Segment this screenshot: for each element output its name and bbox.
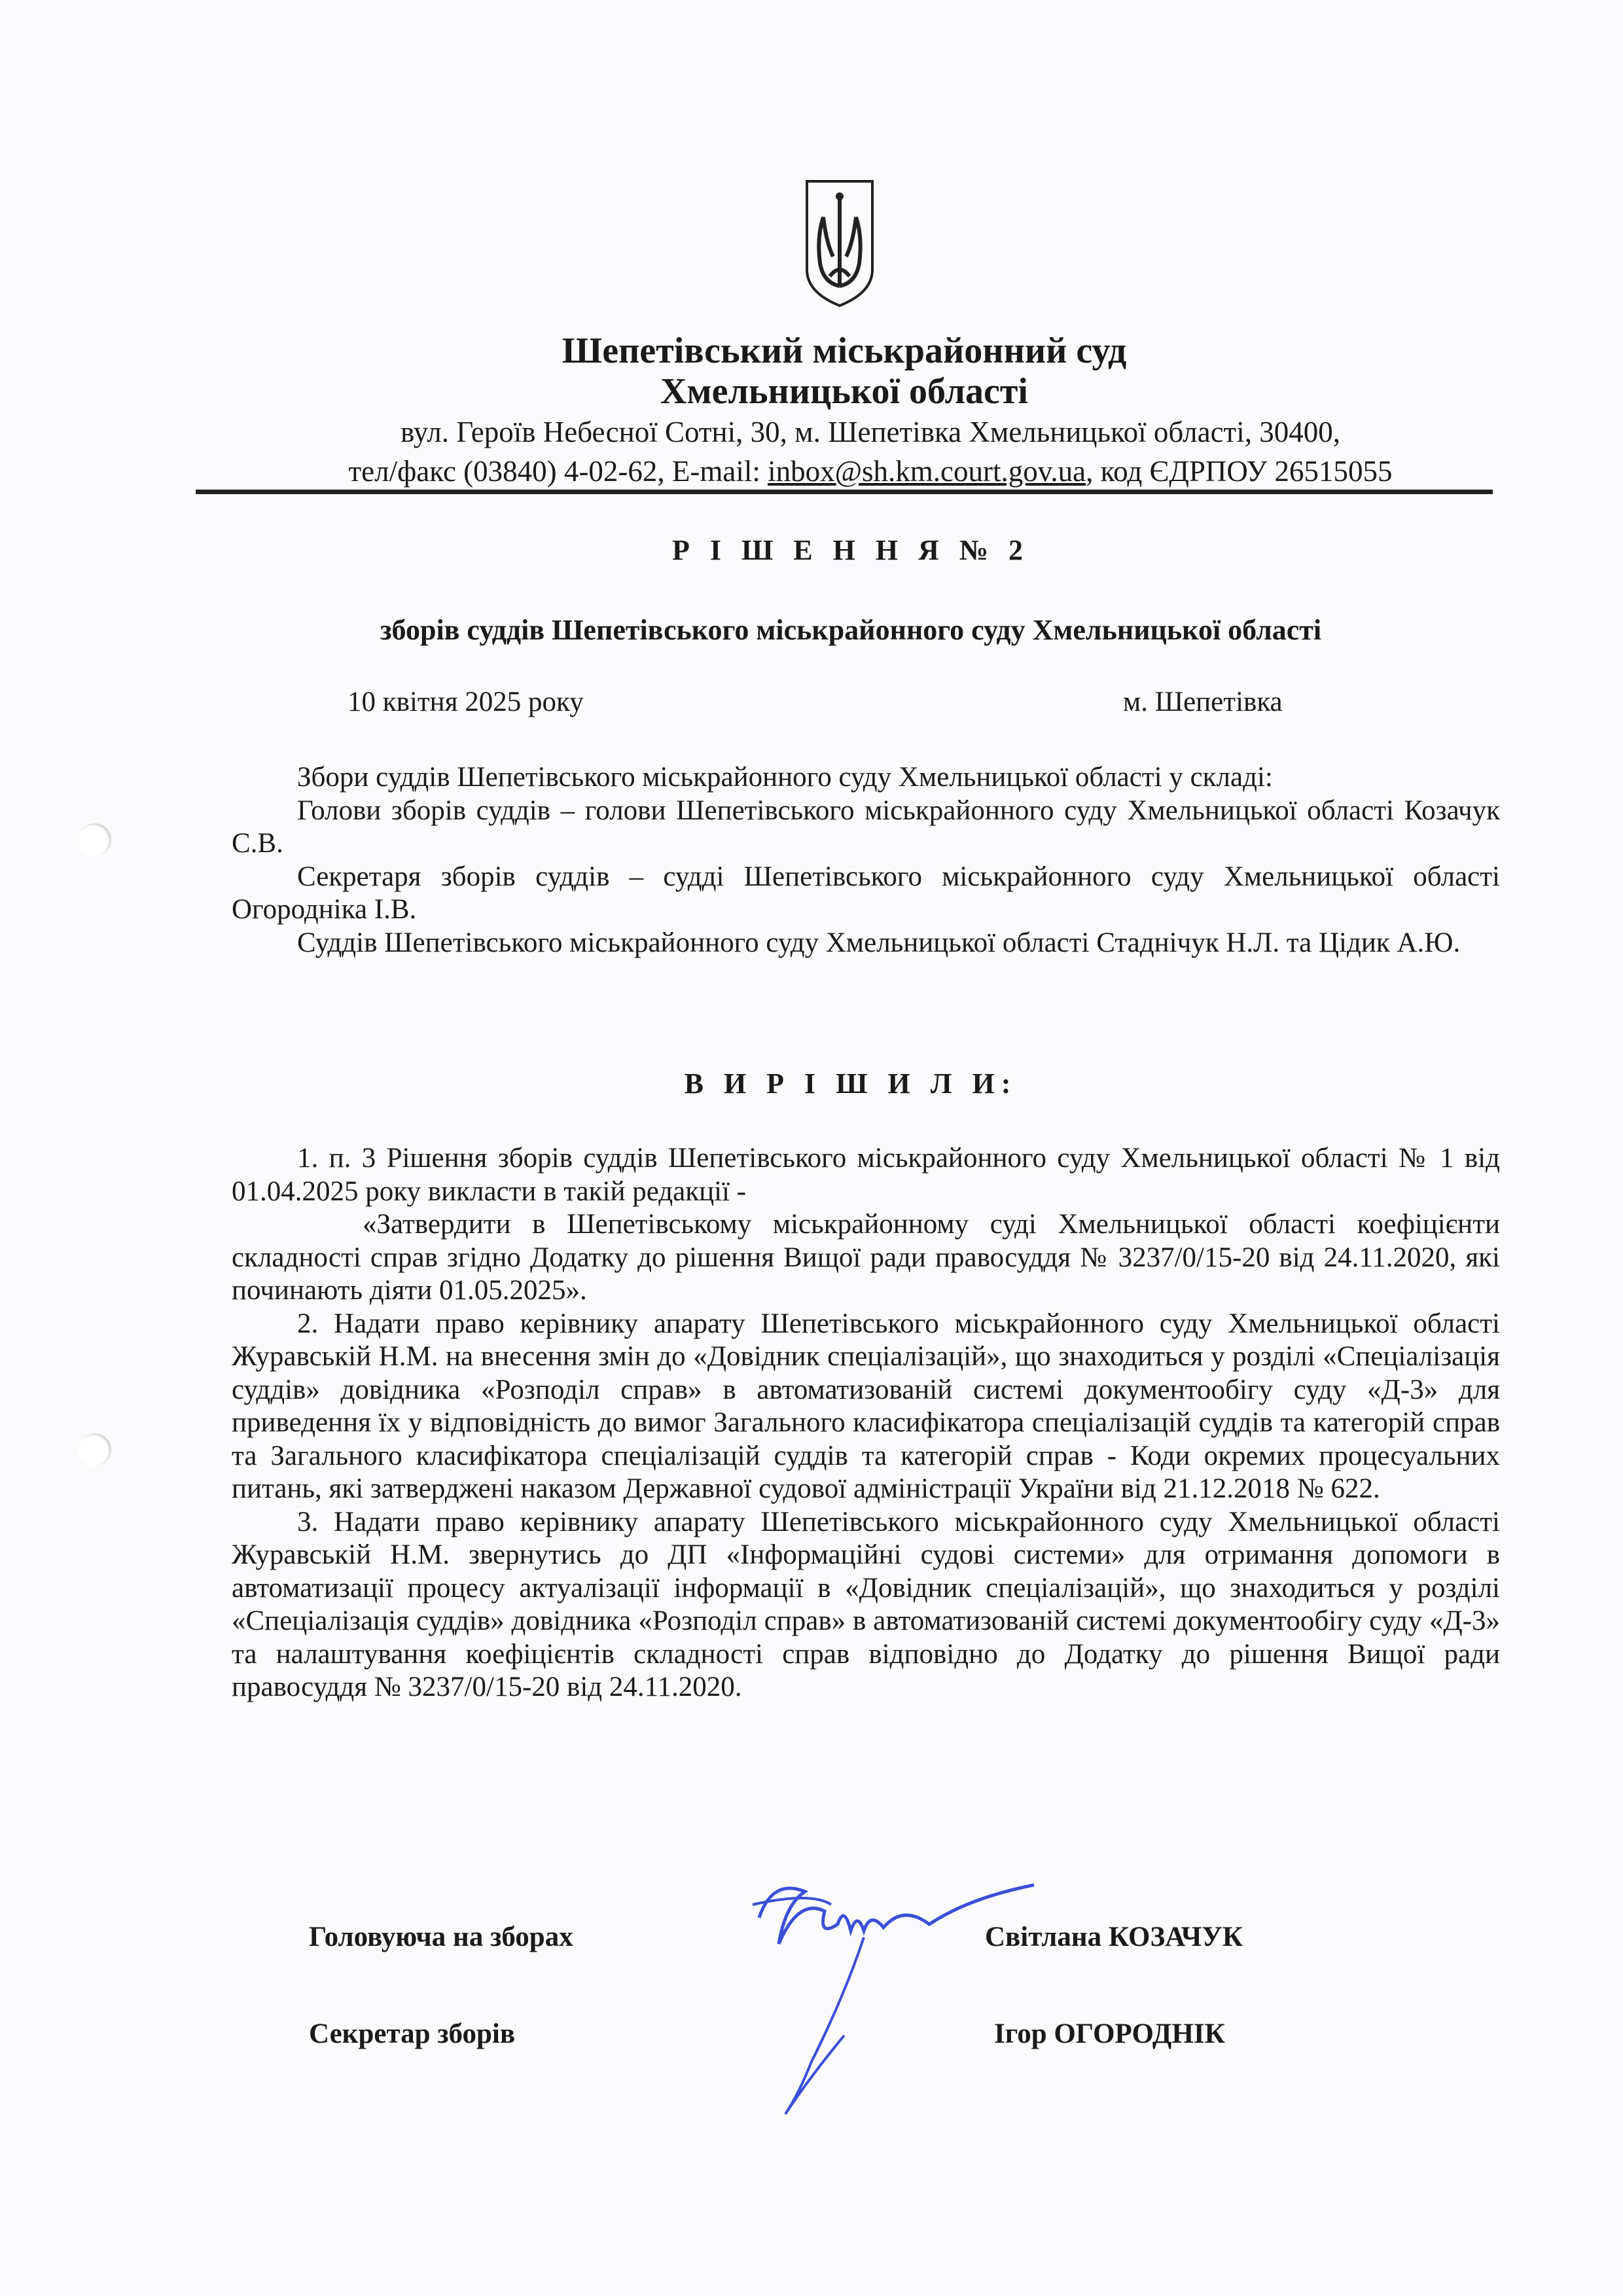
composition-judges: Суддів Шепетівського міськрайонного суду Хмельницької області Стаднічук Н.Л. та Цідик А.Ю. xyxy=(297,927,1461,958)
decision-item-2: 2. Надати право керівнику апарату Шепетівського міськрайонного суду Хмельницької області Журавській Н.М. на внесення змін до «Довідник спеціалізацій», що знаходиться у розділі «Спеціалізація суддів» довідника «Розподіл справ» в автоматизованій системі документообігу суду «Д-3» для приведення їх у відповідність до вимог Загального класифікатора спеціалізацій суддів та категорій справ та Загального класифікатора спеціалізацій суддів та категорій справ - Коди окремих процесуальних питань, які затверджені наказом Державної судової адміністрації України від 21.12.2018 № 622. xyxy=(232,1308,1500,1504)
contacts-prefix: тел/факс (03840) 4-02-62, E-mail: xyxy=(348,455,768,488)
signature-role-chair: Головуюча на зборах xyxy=(309,1922,573,1952)
court-name-line2: Хмельницької області xyxy=(660,371,1028,412)
decision-item-3: 3. Надати право керівнику апарату Шепетівського міськрайонного суду Хмельницької області Журавській Н.М. звернутись до ДП «Інформаційні судові системи» для отримання допомоги в автоматизації процесу актуалізації інформації в «Довідник спеціалізацій», що знаходиться у розділі «Спеціалізація суддів» довідника «Розподіл справ» в автоматизованій системі документообігу суду «Д-3» та налаштування коефіцієнтів складності справ відповідно до Додатку до рішення Вищої ради правосуддя № 3237/0/15-20 від 24.11.2020. xyxy=(232,1506,1500,1702)
court-name-line1: Шепетівський міськрайонний суд xyxy=(562,331,1127,371)
signature-name-secretary: Ігор ОГОРОДНІК xyxy=(994,2018,1225,2049)
punch-hole xyxy=(79,823,111,856)
email-link[interactable]: inbox@sh.km.court.gov.ua xyxy=(768,455,1086,488)
court-address xyxy=(223,412,1518,491)
contacts-line xyxy=(223,452,1518,491)
contacts-suffix: , код ЄДРПОУ 26515055 xyxy=(1086,455,1393,488)
address-line: вул. Героїв Небесної Сотні, 30, м. Шепетівка Хмельницької області, 30400, xyxy=(401,416,1340,448)
composition-intro: Збори суддів Шепетівського міськрайонного суду Хмельницької області у складі: xyxy=(297,762,1273,793)
decision-items xyxy=(232,1142,1500,1704)
document-place: м. Шепетівка xyxy=(1123,687,1283,717)
document-subtitle: зборів суддів Шепетівського міськрайонного суду Хмельницької області xyxy=(380,614,1322,646)
decision-item-1-quote: «Затвердити в Шепетівському міськрайонному суді Хмельницької області коефіцієнти складності справ згідно Додатку до рішення Вищої ради правосуддя № 3237/0/15-20 від 24.11.2020, які починають діяти 01.05.2025». xyxy=(232,1209,1500,1306)
document-date: 10 квітня 2025 року xyxy=(348,687,584,717)
coat-of-arms-emblem xyxy=(804,178,876,309)
header-divider xyxy=(196,490,1493,494)
decision-item-1: 1. п. 3 Рішення зборів суддів Шепетівського міськрайонного суду Хмельницької області № 1 від 01.04.2025 року викласти в такій редакції - xyxy=(232,1143,1500,1207)
decided-heading: В И Р І Ш И Л И: xyxy=(684,1067,1018,1100)
composition-section xyxy=(232,761,1500,960)
composition-chair: Голови зборів суддів – голови Шепетівського міськрайонного суду Хмельницької області Козачук С.В. xyxy=(232,795,1500,859)
signature-name-chair: Світлана КОЗАЧУК xyxy=(985,1922,1243,1952)
punch-hole xyxy=(79,1433,111,1466)
signature-role-secretary: Секретар зборів xyxy=(309,2018,516,2049)
composition-secretary: Секретаря зборів суддів – судді Шепетівського міськрайонного суду Хмельницької області Огородніка І.В. xyxy=(232,861,1500,925)
handwritten-signature xyxy=(733,1865,1073,2127)
document-title: Р І Ш Е Н Н Я № 2 xyxy=(671,534,1030,566)
court-name xyxy=(196,331,1492,412)
